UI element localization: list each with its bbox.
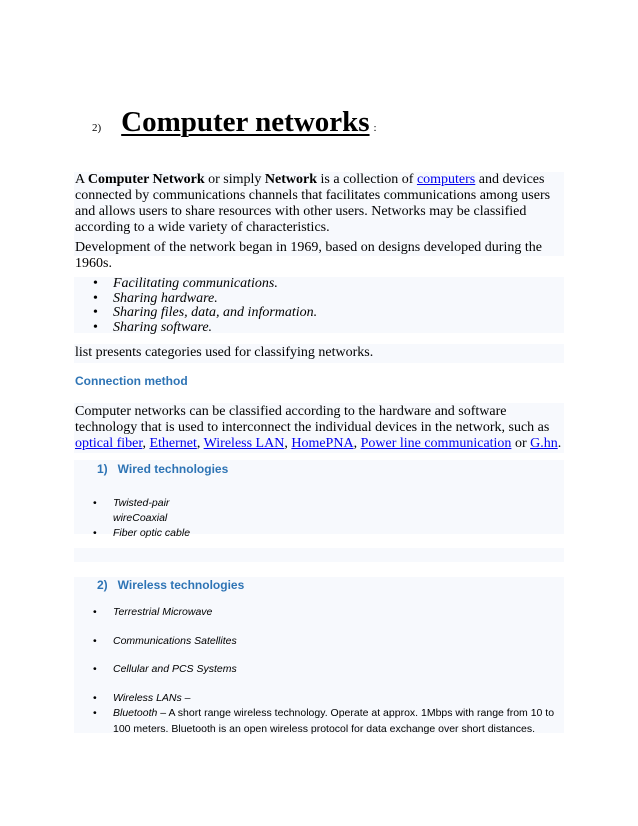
bullet: • (93, 606, 97, 618)
intro-text-a: A (75, 172, 88, 187)
separator: or (511, 436, 531, 451)
intro-paragraph (75, 172, 563, 236)
bluetooth-label: Bluetooth (113, 707, 158, 719)
separator: , (353, 436, 361, 451)
wireless-item-text: Communications Satellites (113, 635, 237, 647)
separator: , (284, 436, 292, 451)
purposes-list (75, 277, 563, 335)
ghn-link[interactable]: G.hn (530, 436, 558, 451)
wired-item-text: wireCoaxial (113, 512, 168, 524)
bullet: • (93, 692, 97, 704)
wireless-item-text: Wireless LANs – (113, 692, 191, 704)
separator: , (196, 436, 204, 451)
separator: , (142, 436, 150, 451)
bluetooth-description: – A short range wireless technology. Operate at approx. 1Mbps with range from 10 to 100 meters. Bluetooth is an open wireless protocol for data exchange over short distances. (113, 707, 555, 735)
wired-item-text: Twisted-pair (113, 497, 170, 509)
computers-link[interactable]: computers (416, 172, 476, 187)
intro-text-or-simply: or simply (204, 172, 265, 187)
wireless-item-text: Cellular and PCS Systems (113, 663, 237, 675)
homepna-link[interactable]: HomePNA (291, 436, 354, 451)
wired-number: 1) (97, 462, 108, 476)
shade-empty-line (74, 548, 564, 562)
bullet: • (93, 497, 97, 509)
optical-fiber-link[interactable]: optical fiber (75, 436, 143, 451)
power-line-link[interactable]: Power line communication (360, 436, 512, 451)
development-paragraph: Development of the network began in 1969, based on designs developed during the 1960s. (75, 240, 542, 271)
wired-technologies-heading (97, 462, 228, 476)
list-item: • Sharing software. (75, 321, 563, 336)
wireless-number: 2) (97, 578, 108, 592)
list-item: • Sharing files, data, and information. (75, 306, 563, 321)
list-item: • Facilitating communications. (75, 277, 563, 292)
wired-list (75, 496, 563, 539)
wireless-heading-text: Wireless technologies (117, 578, 245, 592)
bluetooth-item-text (113, 706, 563, 737)
ethernet-link[interactable]: Ethernet (149, 436, 197, 451)
list-presents-paragraph: list presents categories used for classifying networks. (75, 345, 374, 360)
wired-heading-text: Wired technologies (117, 462, 229, 476)
term-computer-network: Computer Network (87, 172, 205, 187)
wireless-technologies-heading (97, 578, 244, 592)
bullet: • (93, 635, 97, 647)
wireless-list (75, 605, 563, 735)
bullet: • (93, 527, 97, 539)
list-item: • Sharing hardware. (75, 292, 563, 307)
heading-title: Computer networks (121, 106, 370, 138)
bullet: • (93, 707, 97, 719)
wireless-lan-link[interactable]: Wireless LAN (203, 436, 285, 451)
heading-colon: : (373, 122, 377, 134)
page-title (92, 106, 377, 139)
term-network: Network (264, 172, 318, 187)
connection-text: Computer networks can be classified according to the hardware and software technology that is used to interconnect the individual devices in the network, such as (75, 404, 550, 435)
intro-text-rest: and devices connected by communications channels that facilitates communications among users and allows users to share resources with other users. Networks may be classified according to a wide variety of characteristics. (75, 172, 551, 235)
wired-item-text: Fiber optic cable (113, 527, 191, 539)
wireless-item-text: Terrestrial Microwave (113, 606, 213, 618)
bullet: • (93, 663, 97, 675)
intro-text-collection: is a collection of (317, 172, 417, 187)
connection-method-heading: Connection method (75, 374, 188, 388)
heading-number: 2) (92, 122, 102, 134)
connection-method-paragraph (75, 404, 563, 452)
period: . (557, 436, 562, 451)
